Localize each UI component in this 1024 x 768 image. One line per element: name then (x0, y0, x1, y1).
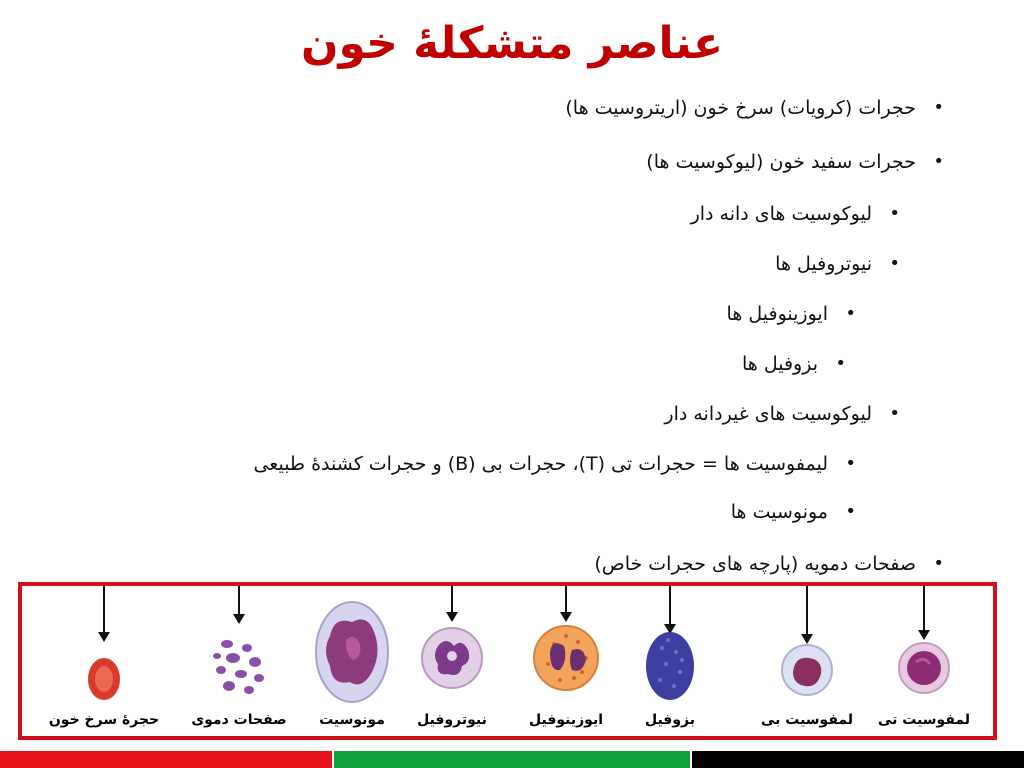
cell-t-lymphocyte (874, 586, 974, 736)
cell-b-lymphocyte (757, 586, 857, 736)
bullet-neutrophils: • نیوتروفیل ها (775, 252, 872, 276)
label-b-lymphocyte: لمفوسیت بی (760, 712, 854, 728)
cell-basophil (620, 586, 720, 736)
label-red-blood-cell: حجرۀ سرخ خون (48, 712, 160, 728)
cell-eosinophil (516, 586, 616, 736)
label-eosinophil: ایوزینوفیل (528, 712, 604, 728)
label-monocyte: مونوسیت (319, 712, 385, 728)
footer-color-bar (0, 749, 1024, 768)
platelets-icon (189, 586, 289, 712)
bullet-agranulocytes: • لیوکوسیت های غیردانه دار (664, 402, 872, 426)
label-t-lymphocyte: لمفوسیت تی (877, 712, 971, 728)
b-lymphocyte-icon (757, 586, 857, 712)
bullet-monocytes: • مونوسیت ها (731, 500, 828, 524)
bullet-eosinophils: • ایوزینوفیل ها (727, 302, 828, 326)
blood-cells-figure (18, 582, 997, 740)
label-basophil: بزوفیل (644, 712, 696, 728)
red-blood-cell-icon (54, 586, 154, 712)
footer-black-segment (692, 751, 1024, 768)
t-lymphocyte-icon (874, 586, 974, 712)
slide-title: عناصر متشکلۀ خون (300, 18, 724, 69)
eosinophil-icon (516, 586, 616, 712)
bullet-white-blood-cells: • حجرات سفید خون (لیوکوسیت ها) (646, 150, 916, 174)
bullet-platelets: • صفحات دمویه (پارچه های حجرات خاص) (594, 552, 916, 576)
cell-monocyte (302, 586, 402, 736)
bullet-granulocytes: • لیوکوسیت های دانه دار (691, 202, 872, 226)
bullet-red-blood-cells: • حجرات (کرویات) سرخ خون (اریتروسیت ها) (565, 96, 916, 120)
cell-neutrophil (402, 586, 502, 736)
cell-platelets (189, 586, 289, 736)
neutrophil-icon (402, 586, 502, 712)
cell-red-blood-cell (48, 586, 160, 736)
bullet-basophils: • بزوفیل ها (742, 352, 818, 376)
label-platelets: صفحات دموی (191, 712, 287, 728)
bullet-lymphocytes: • لیمفوسیت ها = حجرات تی (T)، حجرات بی (B) و حجرات کشندۀ طبیعی (253, 452, 828, 476)
footer-red-segment (0, 751, 332, 768)
label-neutrophil: نیوتروفیل (417, 712, 487, 728)
footer-green-segment (334, 751, 690, 768)
basophil-icon (620, 586, 720, 712)
monocyte-icon (302, 586, 402, 712)
